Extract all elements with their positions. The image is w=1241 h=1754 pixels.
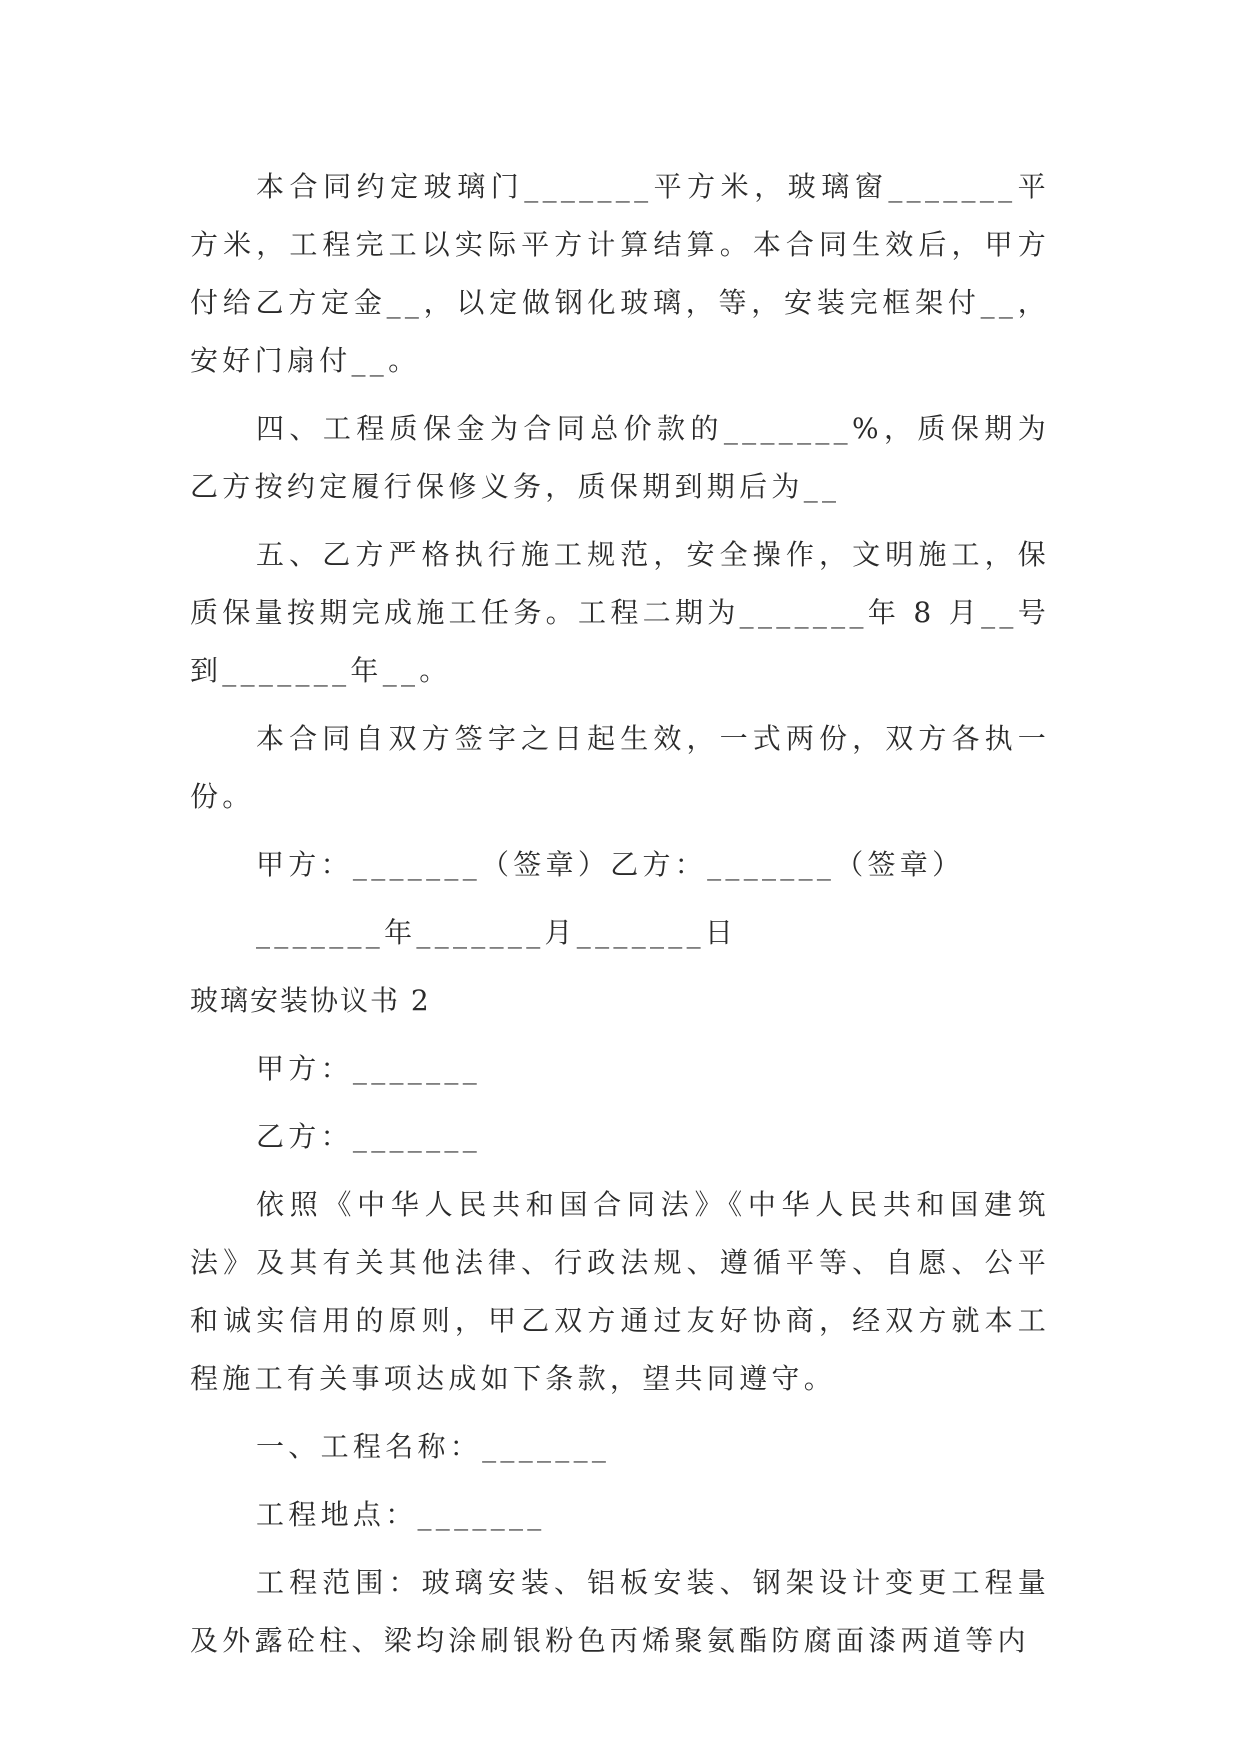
date-line: _______年_______月_______日 bbox=[256, 916, 738, 949]
project-location-line: 工程地点：_______ bbox=[256, 1498, 546, 1531]
agreement-2-title: 玻璃安装协议书 2 bbox=[190, 984, 431, 1017]
paragraph-warranty-deposit: 四、工程质保金为合同总价款的_______%，质保期为乙方按约定履行保修义务，质保期到期后为__ bbox=[190, 412, 1050, 503]
document-body bbox=[190, 158, 1050, 1680]
party-b-line: 乙方：_______ bbox=[256, 1120, 482, 1153]
paragraph-legal-basis: 依照《中华人民共和国合同法》《中华人民共和国建筑法》及其有关其他法律、行政法规、遵循平等、自愿、公平和诚实信用的原则，甲乙双方通过友好协商，经双方就本工程施工有关事项达成如下条款，望共同遵守。 bbox=[190, 1188, 1050, 1395]
project-scope-paragraph: 工程范围：玻璃安装、铝板安装、钢架设计变更工程量及外露砼柱、梁均涂刷银粉色丙烯聚氨酯防腐面漆两道等内 bbox=[190, 1566, 1050, 1657]
paragraph-construction-schedule: 五、乙方严格执行施工规范，安全操作，文明施工，保质保量按期完成施工任务。工程二期为_______年 8 月__号到_______年__。 bbox=[190, 538, 1050, 687]
paragraph-area-and-payment: 本合同约定玻璃门_______平方米，玻璃窗_______平方米，工程完工以实际平方计算结算。本合同生效后，甲方付给乙方定金__，以定做钢化玻璃，等，安装完框架付__，安好门扇付__。 bbox=[190, 170, 1050, 377]
party-a-line: 甲方：_______ bbox=[256, 1052, 482, 1085]
paragraph-effective-clause: 本合同自双方签字之日起生效，一式两份，双方各执一份。 bbox=[190, 722, 1050, 813]
project-name-line: 一、工程名称：_______ bbox=[256, 1430, 611, 1463]
signature-line: 甲方：_______（签章）乙方：_______（签章） bbox=[256, 848, 965, 881]
